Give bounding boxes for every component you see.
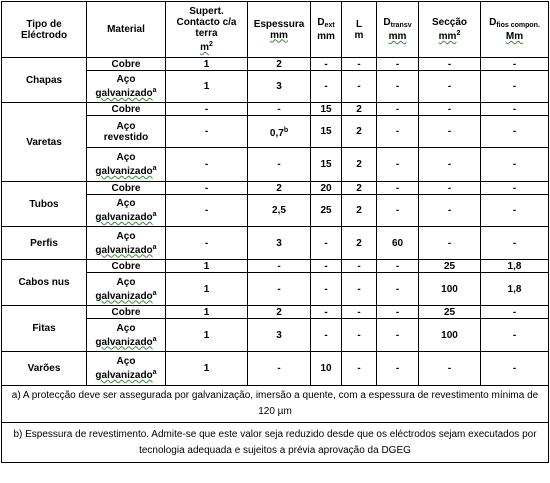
table-cell: - xyxy=(377,71,419,103)
material-cell: Aço galvanizado$^a$ xyxy=(87,227,166,260)
table-cell: - xyxy=(481,116,549,148)
table-cell: - xyxy=(481,195,549,227)
table-cell: - xyxy=(311,227,342,260)
table-cell: - xyxy=(166,116,248,148)
header-dfios: $D_{fios compon.}$ Mm xyxy=(481,2,549,58)
table-cell: - xyxy=(377,58,419,71)
table-cell: - xyxy=(377,260,419,273)
material-cell: Cobre xyxy=(87,103,166,116)
table-cell: - xyxy=(166,148,248,182)
table-cell: - xyxy=(377,116,419,148)
table-cell: 25 xyxy=(419,306,481,319)
material-cell: Aço galvanizado$^a$ xyxy=(87,352,166,386)
table-cell: - xyxy=(248,148,311,182)
table-row xyxy=(2,306,549,319)
header-row xyxy=(2,2,549,58)
tipo-tubos: Tubos xyxy=(2,182,87,227)
table-cell: 20 xyxy=(311,182,342,195)
table-row xyxy=(2,352,549,386)
material-cell: Aço galvanizado$^a$ xyxy=(87,273,166,306)
table-cell: - xyxy=(311,319,342,352)
table-cell: - xyxy=(342,306,377,319)
table-cell: 1 xyxy=(166,306,248,319)
table-row xyxy=(2,182,549,195)
tipo-fitas: Fitas xyxy=(2,306,87,352)
table-cell: 100 xyxy=(419,273,481,306)
header-supert-line1: Supert. xyxy=(189,6,224,17)
table-cell: 2 xyxy=(248,182,311,195)
table-cell: 2 xyxy=(248,306,311,319)
table-cell: - xyxy=(342,319,377,352)
header-dext: $D_{ext}$ mm xyxy=(311,2,342,58)
table-cell: - xyxy=(419,71,481,103)
material-cell: Cobre xyxy=(87,260,166,273)
material-cell: Aço galvanizado$^a$ xyxy=(87,195,166,227)
header-seccao: Secção $mm^2$ xyxy=(419,2,481,58)
table-cell: 15 xyxy=(311,116,342,148)
header-material: Material xyxy=(87,2,166,58)
table-cell: - xyxy=(166,103,248,116)
table-cell: - xyxy=(481,182,549,195)
table-cell: 1 xyxy=(166,319,248,352)
table-cell: - xyxy=(166,182,248,195)
footnote-b: b) Espessura de revestimento. Admite-se que este valor seja reduzido desde que os eléctrodos sejam executados por tecnologia adequada e sujeitos a prévia aprovação da DGEG xyxy=(2,423,549,463)
table-cell: - xyxy=(419,227,481,260)
table-cell: 1 xyxy=(166,273,248,306)
table-cell: - xyxy=(311,58,342,71)
footnote-row xyxy=(2,386,549,423)
header-dtransv: $D_{transv}$ mm xyxy=(377,2,419,58)
table-cell: 2 xyxy=(342,195,377,227)
material-cell: Aço galvanizado$^a$ xyxy=(87,148,166,182)
table-cell: - xyxy=(419,116,481,148)
table-cell: 2 xyxy=(342,182,377,195)
table-cell: - xyxy=(419,352,481,386)
table-cell: 1 xyxy=(166,71,248,103)
table-cell: - xyxy=(166,195,248,227)
table-cell: - xyxy=(481,148,549,182)
table-cell: 25 xyxy=(419,260,481,273)
tipo-varoes: Varões xyxy=(2,352,87,386)
header-supert-line2: Contacto c/a xyxy=(176,17,237,28)
table-cell: 1 xyxy=(166,352,248,386)
table-cell: - xyxy=(248,352,311,386)
header-supert-unit: $m^2$ xyxy=(200,41,213,53)
table-cell: 1,8 xyxy=(481,273,549,306)
table-cell: - xyxy=(481,58,549,71)
table-cell: - xyxy=(419,195,481,227)
table-cell: - xyxy=(342,260,377,273)
table-cell: 2 xyxy=(342,116,377,148)
footnote-row xyxy=(2,423,549,463)
tipo-varetas: Varetas xyxy=(2,103,87,182)
header-espessura: Espessura mm xyxy=(248,2,311,58)
table-cell: 15 xyxy=(311,148,342,182)
footnote-a: a) A protecção deve ser assegurada por galvanização, imersão a quente, com a espessura de revestimento mínima de 120 µm xyxy=(2,386,549,423)
table-cell: 3 xyxy=(248,319,311,352)
table-cell: 2 xyxy=(248,58,311,71)
table-row xyxy=(2,260,549,273)
table-cell: 15 xyxy=(311,103,342,116)
material-cell: Aço galvanizado$^a$ xyxy=(87,71,166,103)
tipo-chapas: Chapas xyxy=(2,58,87,103)
table-cell: - xyxy=(419,182,481,195)
table-cell: - xyxy=(248,273,311,306)
header-supert-line3: terra xyxy=(195,28,218,39)
table-cell: - xyxy=(342,58,377,71)
material-cell: Aço galvanizado$^a$ xyxy=(87,319,166,352)
table-cell: - xyxy=(377,319,419,352)
table-cell: - xyxy=(377,273,419,306)
table-cell: - xyxy=(377,195,419,227)
table-cell: 1 xyxy=(166,260,248,273)
table-row xyxy=(2,103,549,116)
header-supert xyxy=(166,2,248,58)
table-cell: 2 xyxy=(342,103,377,116)
header-l: L m xyxy=(342,2,377,58)
material-cell: Cobre xyxy=(87,306,166,319)
table-cell: - xyxy=(419,58,481,71)
table-cell: 2 xyxy=(342,148,377,182)
tipo-cabos-nus: Cabos nus xyxy=(2,260,87,306)
table-cell: - xyxy=(481,352,549,386)
table-cell: - xyxy=(248,260,311,273)
table-cell: 60 xyxy=(377,227,419,260)
electrode-table xyxy=(1,1,549,463)
table-cell: 2,5 xyxy=(248,195,311,227)
table-row xyxy=(2,58,549,71)
table-cell: 25 xyxy=(311,195,342,227)
table-cell: - xyxy=(311,71,342,103)
table-cell: 1,8 xyxy=(481,260,549,273)
table-cell: - xyxy=(377,182,419,195)
table-cell: - xyxy=(311,273,342,306)
table-cell: - xyxy=(481,306,549,319)
table-cell: - xyxy=(419,148,481,182)
table-cell: - xyxy=(377,306,419,319)
table-cell: - xyxy=(342,71,377,103)
table-cell: - xyxy=(377,352,419,386)
table-cell: - xyxy=(166,227,248,260)
table-cell: - xyxy=(311,260,342,273)
table-cell: - xyxy=(419,103,481,116)
table-cell: - xyxy=(342,273,377,306)
tipo-perfis: Perfis xyxy=(2,227,87,260)
table-cell: - xyxy=(248,103,311,116)
table-cell: - xyxy=(377,148,419,182)
table-cell: 10 xyxy=(311,352,342,386)
table-cell: - xyxy=(377,103,419,116)
table-cell: 3 xyxy=(248,227,311,260)
table-cell: - xyxy=(342,352,377,386)
table-cell: - xyxy=(481,103,549,116)
table-cell: 0,7$^b$ xyxy=(248,116,311,148)
table-cell: - xyxy=(481,71,549,103)
table-cell: - xyxy=(481,319,549,352)
material-cell: Cobre xyxy=(87,182,166,195)
table-cell: 100 xyxy=(419,319,481,352)
table-row xyxy=(2,227,549,260)
header-tipo: Tipo de Eléctrodo xyxy=(2,2,87,58)
table-cell: - xyxy=(481,227,549,260)
table-cell: 2 xyxy=(342,227,377,260)
material-cell: Cobre xyxy=(87,58,166,71)
table-cell: 3 xyxy=(248,71,311,103)
material-cell: Aço revestido xyxy=(87,116,166,148)
table-cell: - xyxy=(311,306,342,319)
table-cell: 1 xyxy=(166,58,248,71)
